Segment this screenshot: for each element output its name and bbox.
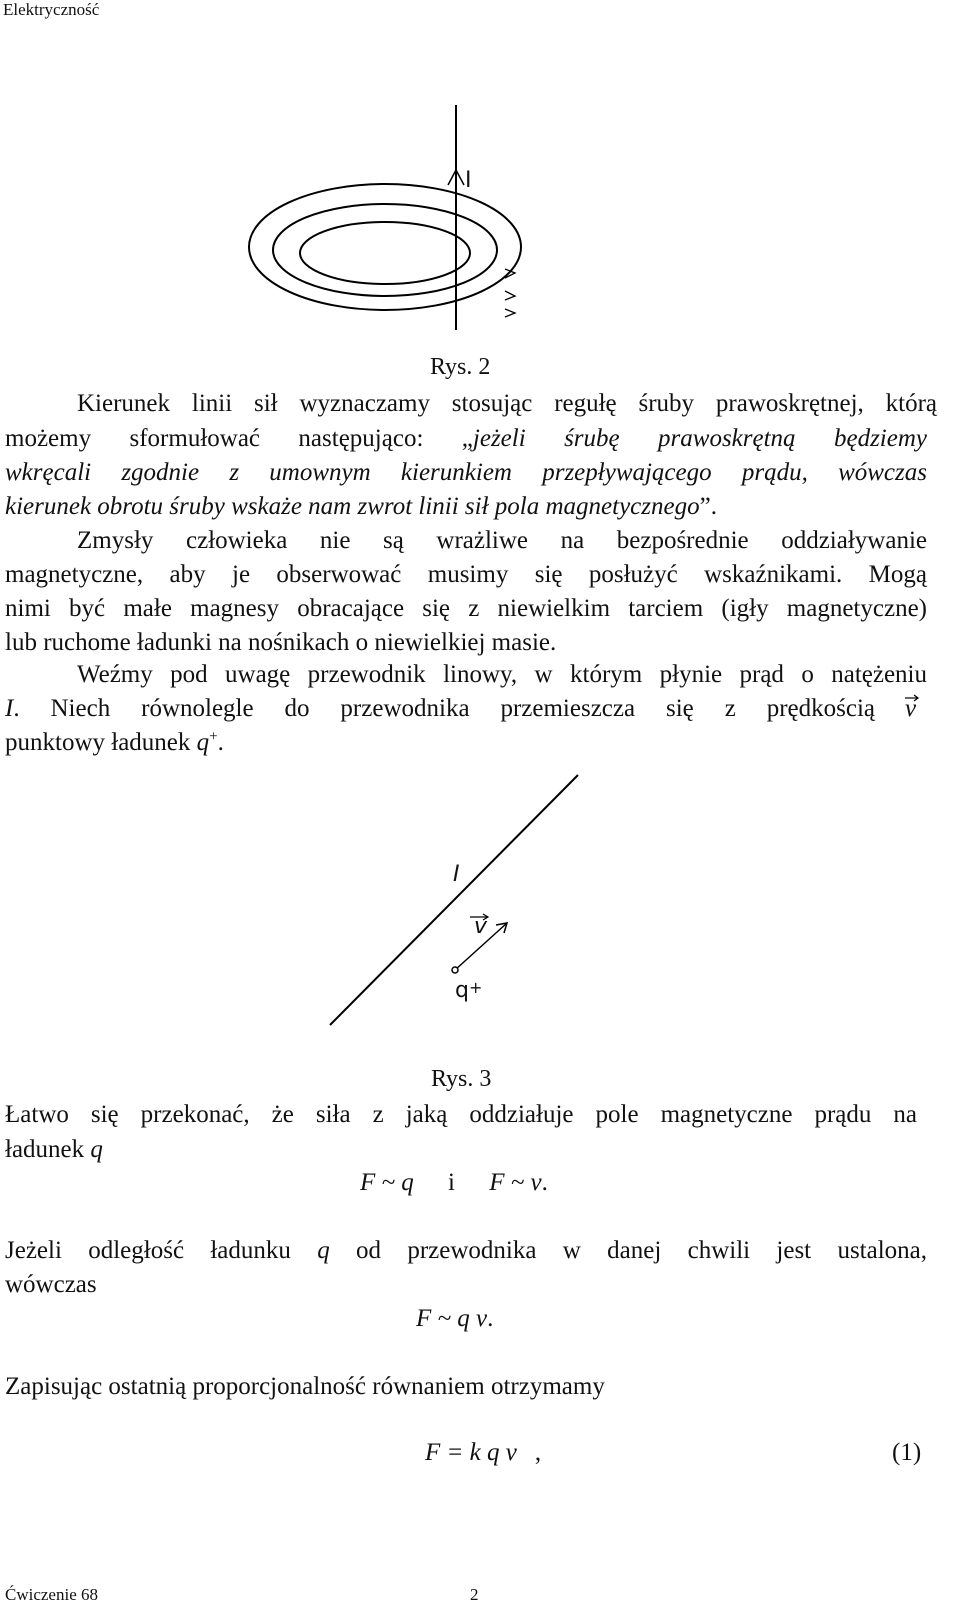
figure-2-current-label: I xyxy=(465,168,472,193)
text-span: q xyxy=(196,729,210,756)
footer-exercise-label: Ćwiczenie 68 xyxy=(5,1585,98,1604)
formula-part: . xyxy=(541,1169,548,1196)
text-span: jeżeli śrubę prawoskrętną będziemy xyxy=(472,425,927,452)
formula-part: i xyxy=(448,1169,455,1196)
text-span: I xyxy=(5,695,14,722)
para4-line-1: Łatwo się przekonać, że siła z jaką oddziałuje pole magnetyczne prądu na xyxy=(5,1101,917,1128)
field-arrow-icon xyxy=(505,309,515,317)
para3-line-2 xyxy=(5,692,875,726)
figure-3-charge-label xyxy=(455,978,482,1003)
field-arrow-icon xyxy=(505,269,515,278)
text-span: v xyxy=(905,695,917,722)
conductor-wire xyxy=(330,775,578,1025)
velocity-symbol xyxy=(905,692,916,726)
formula-part: F ~ q v xyxy=(416,1305,488,1332)
text-span: kierunek obrotu śruby wskaże nam zwrot linii sił pola magnetycznego xyxy=(5,493,700,520)
formula-2 xyxy=(416,1302,493,1336)
para3-line-3 xyxy=(5,726,955,760)
text-span: q xyxy=(455,978,469,1003)
para1-line-3: wkręcali zgodnie z umownym kierunkiem przepływającego prądu, wówczas xyxy=(5,459,927,486)
text-span: ładunek xyxy=(5,1136,91,1163)
para2-line-4: lub ruchome ładunki na nośnikach o niewielkiej masie. xyxy=(5,629,557,656)
text-span: punktowy ładunek xyxy=(5,729,197,756)
para5-line-1 xyxy=(5,1234,927,1268)
figure-3-current-label: I xyxy=(453,862,460,887)
formula-3 xyxy=(425,1436,541,1470)
para2-line-1: Zmysły człowieka nie są wrażliwe na bezpośrednie oddziaływanie xyxy=(77,527,927,554)
field-line-inner xyxy=(300,222,470,284)
page-header: Elektryczność xyxy=(3,0,100,19)
vector-arrow-icon xyxy=(904,694,920,702)
field-line-middle xyxy=(273,204,497,296)
formula-part: F ~ q xyxy=(360,1169,414,1196)
figure-3-velocity-label: v xyxy=(474,914,488,939)
para1-line-4 xyxy=(5,490,955,524)
para2-line-3: nimi być małe magnesy obracające się z niewielkim tarciem (igły magnetyczne) xyxy=(5,595,927,622)
text-span: od przewodnika w danej chwili jest ustalona, xyxy=(329,1237,928,1264)
para3-line-1: Weźmy pod uwagę przewodnik linowy, w którym płynie prąd o natężeniu xyxy=(77,661,927,688)
figure-2-caption: Rys. 2 xyxy=(430,354,491,380)
figure-2-magnetic-field-diagram xyxy=(240,100,540,330)
equation-number: (1) xyxy=(892,1439,922,1466)
field-arrow-icon xyxy=(505,291,515,300)
para6-line-1: Zapisując ostatnią proporcjonalność równaniem otrzymamy xyxy=(5,1373,605,1400)
figure-3-caption: Rys. 3 xyxy=(431,1066,492,1092)
formula-1 xyxy=(360,1166,548,1200)
formula-part: F ~ v xyxy=(489,1169,542,1196)
para1-line-1: Kierunek linii sił wyznaczamy stosując regułę śruby prawoskrętnej, którą xyxy=(77,390,937,417)
text-span: możemy sformułować następująco: „ xyxy=(5,425,473,452)
field-line-outer xyxy=(249,184,521,310)
text-span: . xyxy=(217,729,224,756)
footer-page-number: 2 xyxy=(470,1585,479,1604)
text-span: + xyxy=(209,728,218,745)
text-span: . Niech równolegle do przewodnika przemieszcza się z prędkością xyxy=(13,695,875,722)
text-span: q xyxy=(90,1136,103,1163)
para2-line-2: magnetyczne, aby je obserwować musimy się posłużyć wskaźnikami. Mogą xyxy=(5,561,927,588)
formula-part: , xyxy=(534,1439,542,1466)
formula-part: . xyxy=(487,1305,494,1332)
formula-part: F = k q v xyxy=(425,1439,517,1466)
text-span: q xyxy=(317,1237,330,1264)
para5-line-2: wówczas xyxy=(5,1271,97,1298)
para4-line-2 xyxy=(5,1133,955,1167)
charge-point xyxy=(452,967,458,973)
text-span: ”. xyxy=(699,493,717,520)
text-span: + xyxy=(468,978,483,997)
text-span: Jeżeli odległość ładunku xyxy=(5,1237,318,1264)
para1-line-2 xyxy=(5,422,927,456)
